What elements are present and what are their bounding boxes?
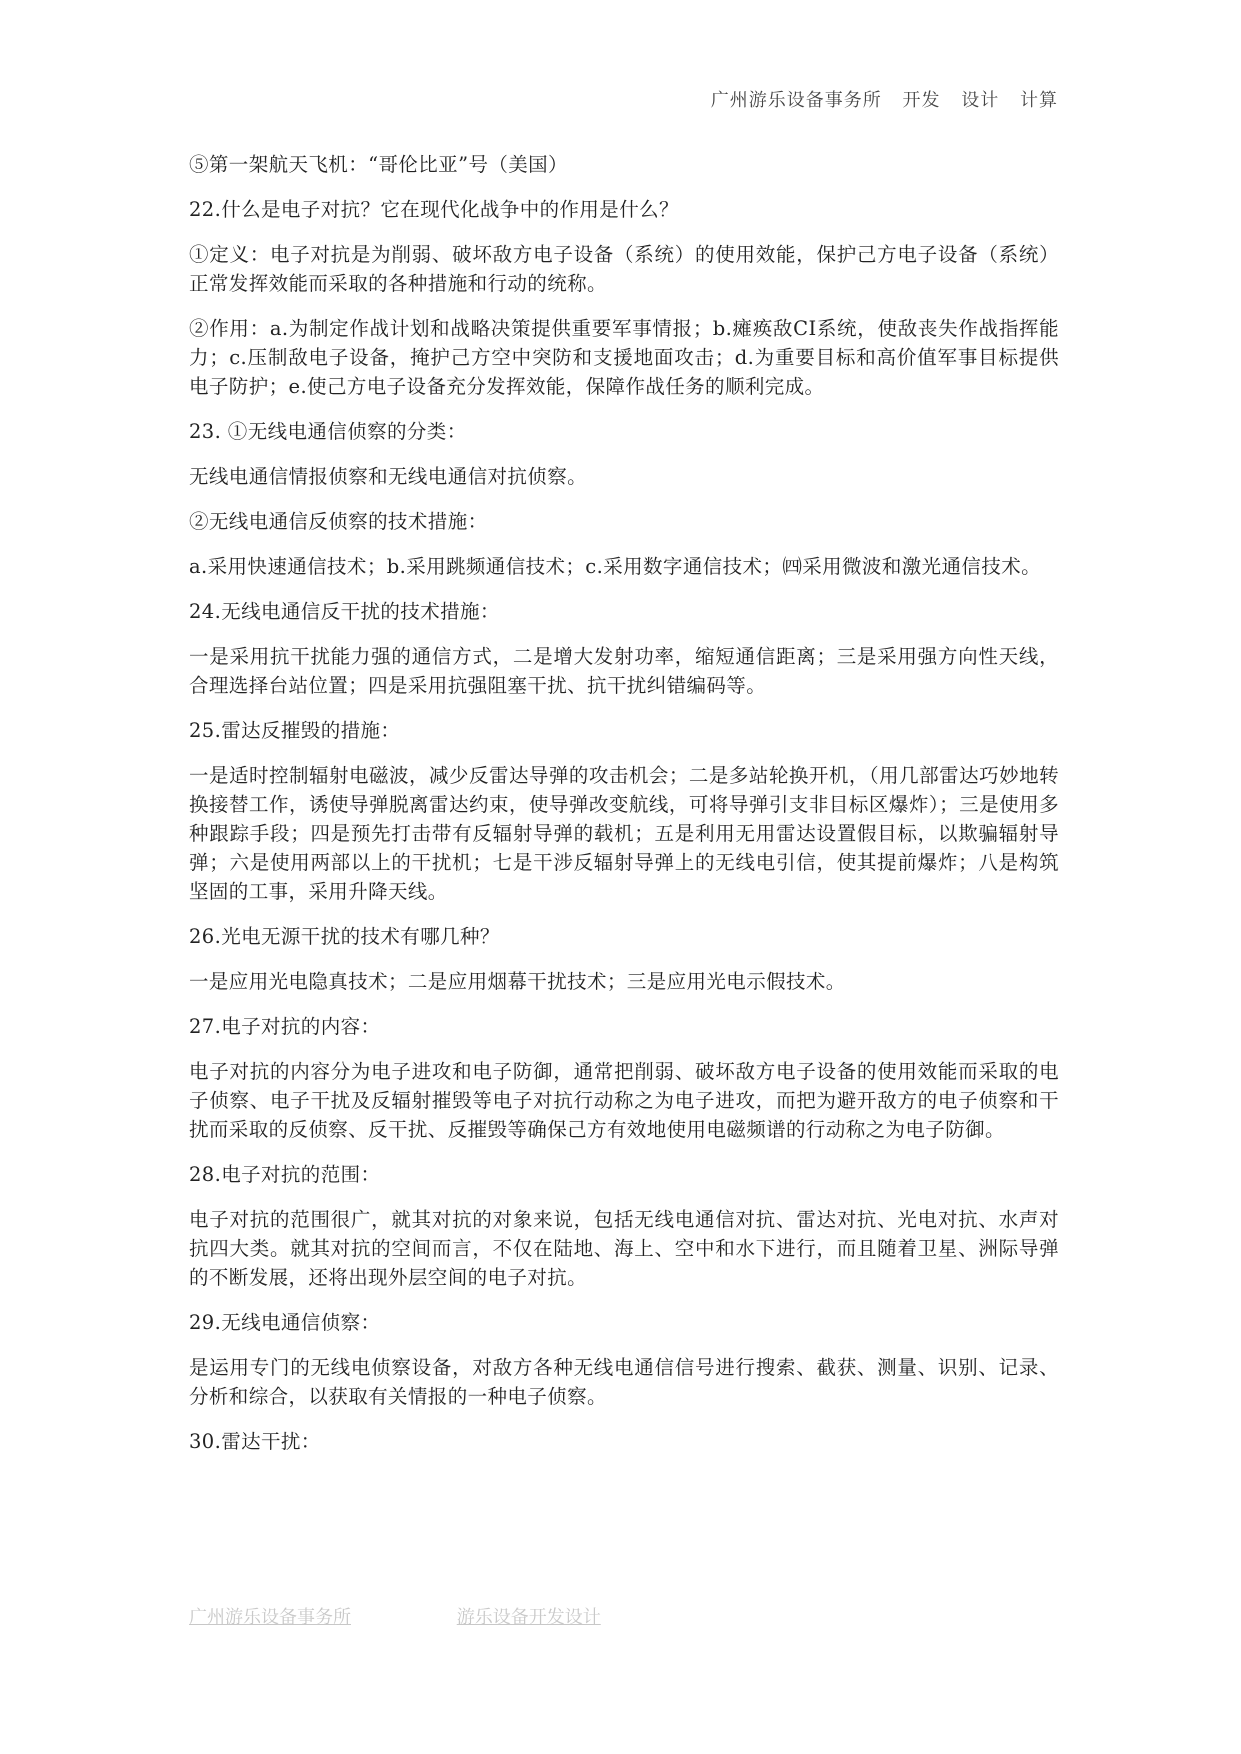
header-org: 广州游乐设备事务所 xyxy=(710,90,882,111)
question-heading: 28.电子对抗的范围： xyxy=(189,1163,381,1186)
paragraph: 一是适时控制辐射电磁波，减少反雷达导弹的攻击机会；二是多站轮换开机，（用几部雷达巧妙地转换接替工作，诱使导弹脱离雷达约束，使导弹改变航线，可将导弹引支非目标区爆炸）；三是使用多种跟踪手段；四是预先打击带有反辐射导弹的载机；五是利用无用雷达设置假目标，以欺骗辐射导弹；六是使用两部以上的干扰机；七是干涉反辐射导弹上的无线电引信，使其提前爆炸；八是构筑坚固的工事，采用升降天线。 xyxy=(189,764,1059,903)
paragraph: ②无线电通信反侦察的技术措施： xyxy=(189,510,488,533)
header-item-design: 设计 xyxy=(961,90,1000,111)
document-body xyxy=(189,150,1059,1472)
question-heading: 30.雷达干扰： xyxy=(189,1430,321,1453)
paragraph: ⑤第一架航天飞机：“哥伦比亚”号（美国） xyxy=(189,153,568,176)
header-item-develop: 开发 xyxy=(902,90,941,111)
paragraph: 一是采用抗干扰能力强的通信方式，二是增大发射功率，缩短通信距离；三是采用强方向性天线，合理选择台站位置；四是采用抗强阻塞干扰、抗干扰纠错编码等。 xyxy=(189,645,1059,697)
question-heading: 23. ①无线电通信侦察的分类： xyxy=(189,420,467,443)
paragraph: 一是应用光电隐真技术；二是应用烟幕干扰技术；三是应用光电示假技术。 xyxy=(189,970,846,993)
paragraph: a.采用快速通信技术；b.采用跳频通信技术；c.采用数字通信技术；㈣采用微波和激光通信技术。 xyxy=(189,555,1042,578)
question-heading: 26.光电无源干扰的技术有哪几种？ xyxy=(189,925,500,948)
paragraph: 无线电通信情报侦察和无线电通信对抗侦察。 xyxy=(189,465,588,488)
paragraph: ②作用：a.为制定作战计划和战略决策提供重要军事情报；b.瘫痪敌CI系统，使敌丧失作战指挥能力；c.压制敌电子设备，掩护己方空中突防和支援地面攻击；d.为重要目标和高价值军事目标提供电子防护；e.使己方电子设备充分发挥效能，保障作战任务的顺利完成。 xyxy=(189,317,1059,398)
question-heading: 29.无线电通信侦察： xyxy=(189,1311,381,1334)
question-heading: 27.电子对抗的内容： xyxy=(189,1015,381,1038)
page-footer xyxy=(189,1603,601,1629)
paragraph: 电子对抗的范围很广，就其对抗的对象来说，包括无线电通信对抗、雷达对抗、光电对抗、水声对抗四大类。就其对抗的空间而言，不仅在陆地、海上、空中和水下进行，而且随着卫星、洲际导弹的不断发展，还将出现外层空间的电子对抗。 xyxy=(189,1208,1059,1289)
page-header xyxy=(697,86,1058,112)
paragraph: 是运用专门的无线电侦察设备，对敌方各种无线电通信信号进行搜索、截获、测量、识别、记录、分析和综合，以获取有关情报的一种电子侦察。 xyxy=(189,1356,1059,1408)
paragraph: ①定义：电子对抗是为削弱、破坏敌方电子设备（系统）的使用效能，保护己方电子设备（系统）正常发挥效能而采取的各种措施和行动的统称。 xyxy=(189,243,1059,295)
question-heading: 24.无线电通信反干扰的技术措施： xyxy=(189,600,500,623)
question-heading: 25.雷达反摧毁的措施： xyxy=(189,719,401,742)
header-item-calc: 计算 xyxy=(1020,90,1058,111)
footer-link-office[interactable]: 广州游乐设备事务所 xyxy=(189,1607,351,1628)
question-heading: 22.什么是电子对抗？它在现代化战争中的作用是什么？ xyxy=(189,198,679,221)
paragraph: 电子对抗的内容分为电子进攻和电子防御，通常把削弱、破坏敌方电子设备的使用效能而采取的电子侦察、电子干扰及反辐射摧毁等电子对抗行动称之为电子进攻，而把为避开敌方的电子侦察和干扰而采取的反侦察、反干扰、反摧毁等确保己方有效地使用电磁频谱的行动称之为电子防御。 xyxy=(189,1060,1059,1141)
footer-link-design[interactable]: 游乐设备开发设计 xyxy=(456,1607,601,1628)
